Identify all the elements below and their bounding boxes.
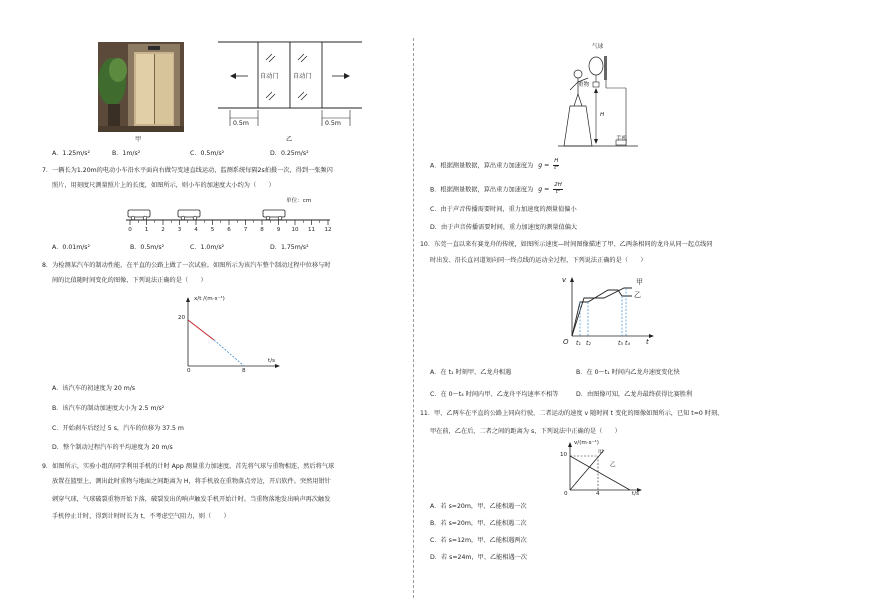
q8-graph-origin: 0	[187, 368, 191, 374]
q8-option-b[interactable]: B．该汽车的制动加速度大小为 2.5 m/s²	[52, 405, 165, 412]
q8-text-line1: 8．为检测某汽车的制动性能，在平直的公路上做了一次试验。如图所示为该汽车整个制动过程中位移与时	[42, 262, 331, 269]
q7-option-c[interactable]: C．1.0m/s²	[190, 244, 225, 251]
q9-option-a[interactable]	[430, 159, 559, 172]
q11-text-line2: 甲在前，乙在后，二者之间的距离为 s，下列说法中正确的是（ ）	[430, 428, 621, 435]
q6-option-a[interactable]: A．1.25m/s²	[52, 150, 91, 157]
q9-option-b[interactable]	[430, 183, 563, 196]
q9-text-line1: 9．如图所示，实验小组的同学利用手机的计时 App 测量重力加速度。首先将气球与重物相连，然后将气球	[42, 463, 335, 470]
ruler-tick-label: 10	[291, 227, 299, 233]
q9-text-line3: 刺穿气球，气球破裂重物开始下落，破裂发出的响声触发手机开始计时。当重物落地发出响声再次触发	[52, 496, 331, 503]
q10-option-c[interactable]: C．在 0～t₄ 时间内甲、乙龙舟平均速率不相等	[430, 391, 559, 398]
q8-option-c[interactable]: C．开始刹车后经过 5 s，汽车的位移为 37.5 m	[52, 425, 184, 432]
q11-option-b[interactable]: B．若 s=20m，甲、乙能相遇二次	[430, 520, 527, 527]
q9-option-a-lhs: g =	[538, 162, 550, 170]
q8-graph-xlabel: t/s	[268, 358, 275, 364]
q8-option-d[interactable]: D．整个制动过程汽车的平均速度为 20 m/s	[52, 444, 173, 451]
ruler-tick-label: 0	[128, 227, 132, 233]
ruler-tick-label: 11	[308, 227, 316, 233]
q10-text-line1: 10．东莞一直以来有赛龙舟的传统，如图所示速度—时间图像描述了甲、乙两条相同的龙舟从同一起点线同	[420, 241, 713, 248]
q9-option-b-fraction	[553, 183, 562, 196]
q10-graph-t4: t₄	[625, 340, 630, 347]
q6-option-c[interactable]: C．0.5m/s²	[190, 150, 225, 157]
q9-option-a-fraction	[553, 159, 559, 172]
q10-graph-t2: t₂	[586, 340, 591, 347]
q11-option-c[interactable]: C．若 s=12m，甲、乙能相遇两次	[430, 537, 527, 544]
fig-balloon-label: 气球	[592, 44, 604, 50]
q7-text-line1: 7．一辆长为1.20m的电动小车沿水平面向右做匀变速直线运动，监测系统每隔2s拍摄一次，得到一张频闪	[42, 167, 333, 174]
q11-text-line1: 11．甲、乙两车在平直的公路上同向行驶，二者运动的速度 v 随时间 t 变化的图像如图所示，已知 t=0 时刻，	[420, 410, 724, 417]
dim-left-label: 0.5m	[233, 120, 249, 127]
q7-option-b[interactable]: B．0.5m/s²	[130, 244, 165, 251]
q8-graph-y20: 20	[178, 315, 186, 321]
ruler-tick-label: 5	[210, 227, 215, 233]
q11-graph-ylabel: v/(m·s⁻¹)	[574, 440, 599, 446]
q10-graph-t1: t₁	[576, 340, 581, 347]
ruler-tick-label: 8	[260, 227, 264, 233]
column-divider	[413, 38, 414, 598]
q11-graph-t: t/s	[632, 491, 639, 497]
q10-option-b[interactable]: B．在 0～t₁ 时间内乙龙舟速度变化快	[576, 369, 680, 376]
q7-text-line2: 照片，用刻度尺测量照片上的长度，如图所示，则小车的加速度大小约为（ ）	[52, 182, 275, 189]
q9-option-b-lhs: g =	[538, 186, 550, 194]
q10-text-line2: 时出发、沿长直河道划向同一终点线的运动全过程，下列说法正确的是（ ）	[430, 257, 647, 264]
q8-option-a[interactable]: A．该汽车的初速度为 20 m/s	[52, 385, 136, 392]
ruler-tick-label: 9	[276, 227, 281, 233]
q8-graph	[176, 294, 282, 378]
q8-graph-ylabel: x/t /(m·s⁻¹)	[194, 296, 225, 302]
ruler-tick-label: 4	[194, 227, 198, 233]
q10-option-a[interactable]: A．在 t₁ 时刻甲、乙龙舟相遇	[430, 369, 512, 376]
q10-graph-jia: 甲	[636, 278, 643, 286]
q9-text-line4: 手机停止计时，得到计时时长为 t，不考虑空气阻力，则（ ）	[52, 513, 230, 520]
q9-option-a-den: t²	[554, 164, 559, 171]
ruler-tick-label: 1	[144, 227, 149, 233]
door-left-label: 自动门	[260, 73, 279, 80]
q10-graph-t: t	[646, 338, 649, 346]
door-right-label: 自动门	[293, 73, 312, 80]
q9-option-b-den: t²	[555, 188, 561, 195]
balloon-experiment-figure	[558, 42, 648, 150]
q11-option-a[interactable]: A．若 s=20m，甲、乙能相遇一次	[430, 503, 527, 510]
fig-weight-label: 重物	[578, 82, 590, 88]
fig-h-label: H	[600, 112, 605, 118]
q8-graph-x8: 8	[242, 368, 246, 374]
q6-option-d[interactable]: D．0.25m/s²	[270, 150, 309, 157]
q11-vt-graph	[560, 440, 644, 502]
q7-option-a[interactable]: A．0.01m/s²	[52, 244, 91, 251]
q9-option-b-text: B．根据测量数据，算出重力加速度为	[430, 186, 534, 194]
fig-label-jia: 甲	[135, 136, 142, 143]
ruler-unit: 单位：cm	[286, 198, 312, 204]
q10-vt-graph	[560, 274, 656, 354]
q11-graph-yi: 乙	[610, 462, 616, 468]
q9-option-b-num: 2H	[554, 182, 562, 188]
ruler-tick-label: 6	[227, 227, 231, 233]
ruler-tick-label: 2	[161, 227, 165, 233]
ruler-tick-label: 12	[324, 227, 332, 233]
dim-right-label: 0.5m	[325, 120, 341, 127]
ruler-figure	[126, 198, 336, 238]
elevator-photo	[98, 42, 184, 132]
q11-option-d[interactable]: D．若 s=24m，甲、乙能相遇一次	[430, 554, 528, 561]
fig-label-yi: 乙	[286, 136, 293, 143]
q11-graph-0: 0	[564, 491, 568, 497]
q9-option-a-num: H	[554, 158, 559, 164]
q9-option-a-text: A．根据测量数据，算出重力加速度为	[430, 162, 534, 170]
q10-option-d[interactable]: D．由图像可知，乙龙舟最终获得比赛胜利	[576, 391, 693, 398]
ruler-tick-label: 3	[177, 227, 182, 233]
q10-graph-t3: t₃	[618, 340, 623, 347]
q10-graph-yi: 乙	[634, 291, 641, 299]
fig-phone-label: 手机	[616, 136, 628, 142]
q6-option-b[interactable]: B．1m/s²	[112, 150, 141, 157]
q10-graph-origin: O	[563, 338, 569, 346]
q8-text-line2: 间的比值随时间变化的图像，下列说法正确的是（ ）	[52, 277, 207, 284]
q11-graph-10: 10	[560, 452, 568, 458]
q9-text-line2: 放置在篮壁上，测出此时重物与地面之间距离为 H，将手机放在重物落点旁边，开启软件。突然用钳针	[52, 478, 331, 485]
ruler-tick-label: 7	[243, 227, 248, 233]
q10-graph-v: v	[562, 276, 567, 284]
q9-option-c[interactable]: C．由于声音传播需要时间，重力加速度的测量值偏小	[430, 206, 577, 213]
q11-graph-jia: 甲	[598, 450, 604, 456]
q7-option-d[interactable]: D．1.75m/s²	[270, 244, 309, 251]
q9-option-d[interactable]: D．由于声音传播需要时间，重力加速度的测量值偏大	[430, 224, 578, 231]
q11-graph-4: 4	[596, 491, 600, 497]
automatic-door-diagram	[216, 40, 364, 132]
